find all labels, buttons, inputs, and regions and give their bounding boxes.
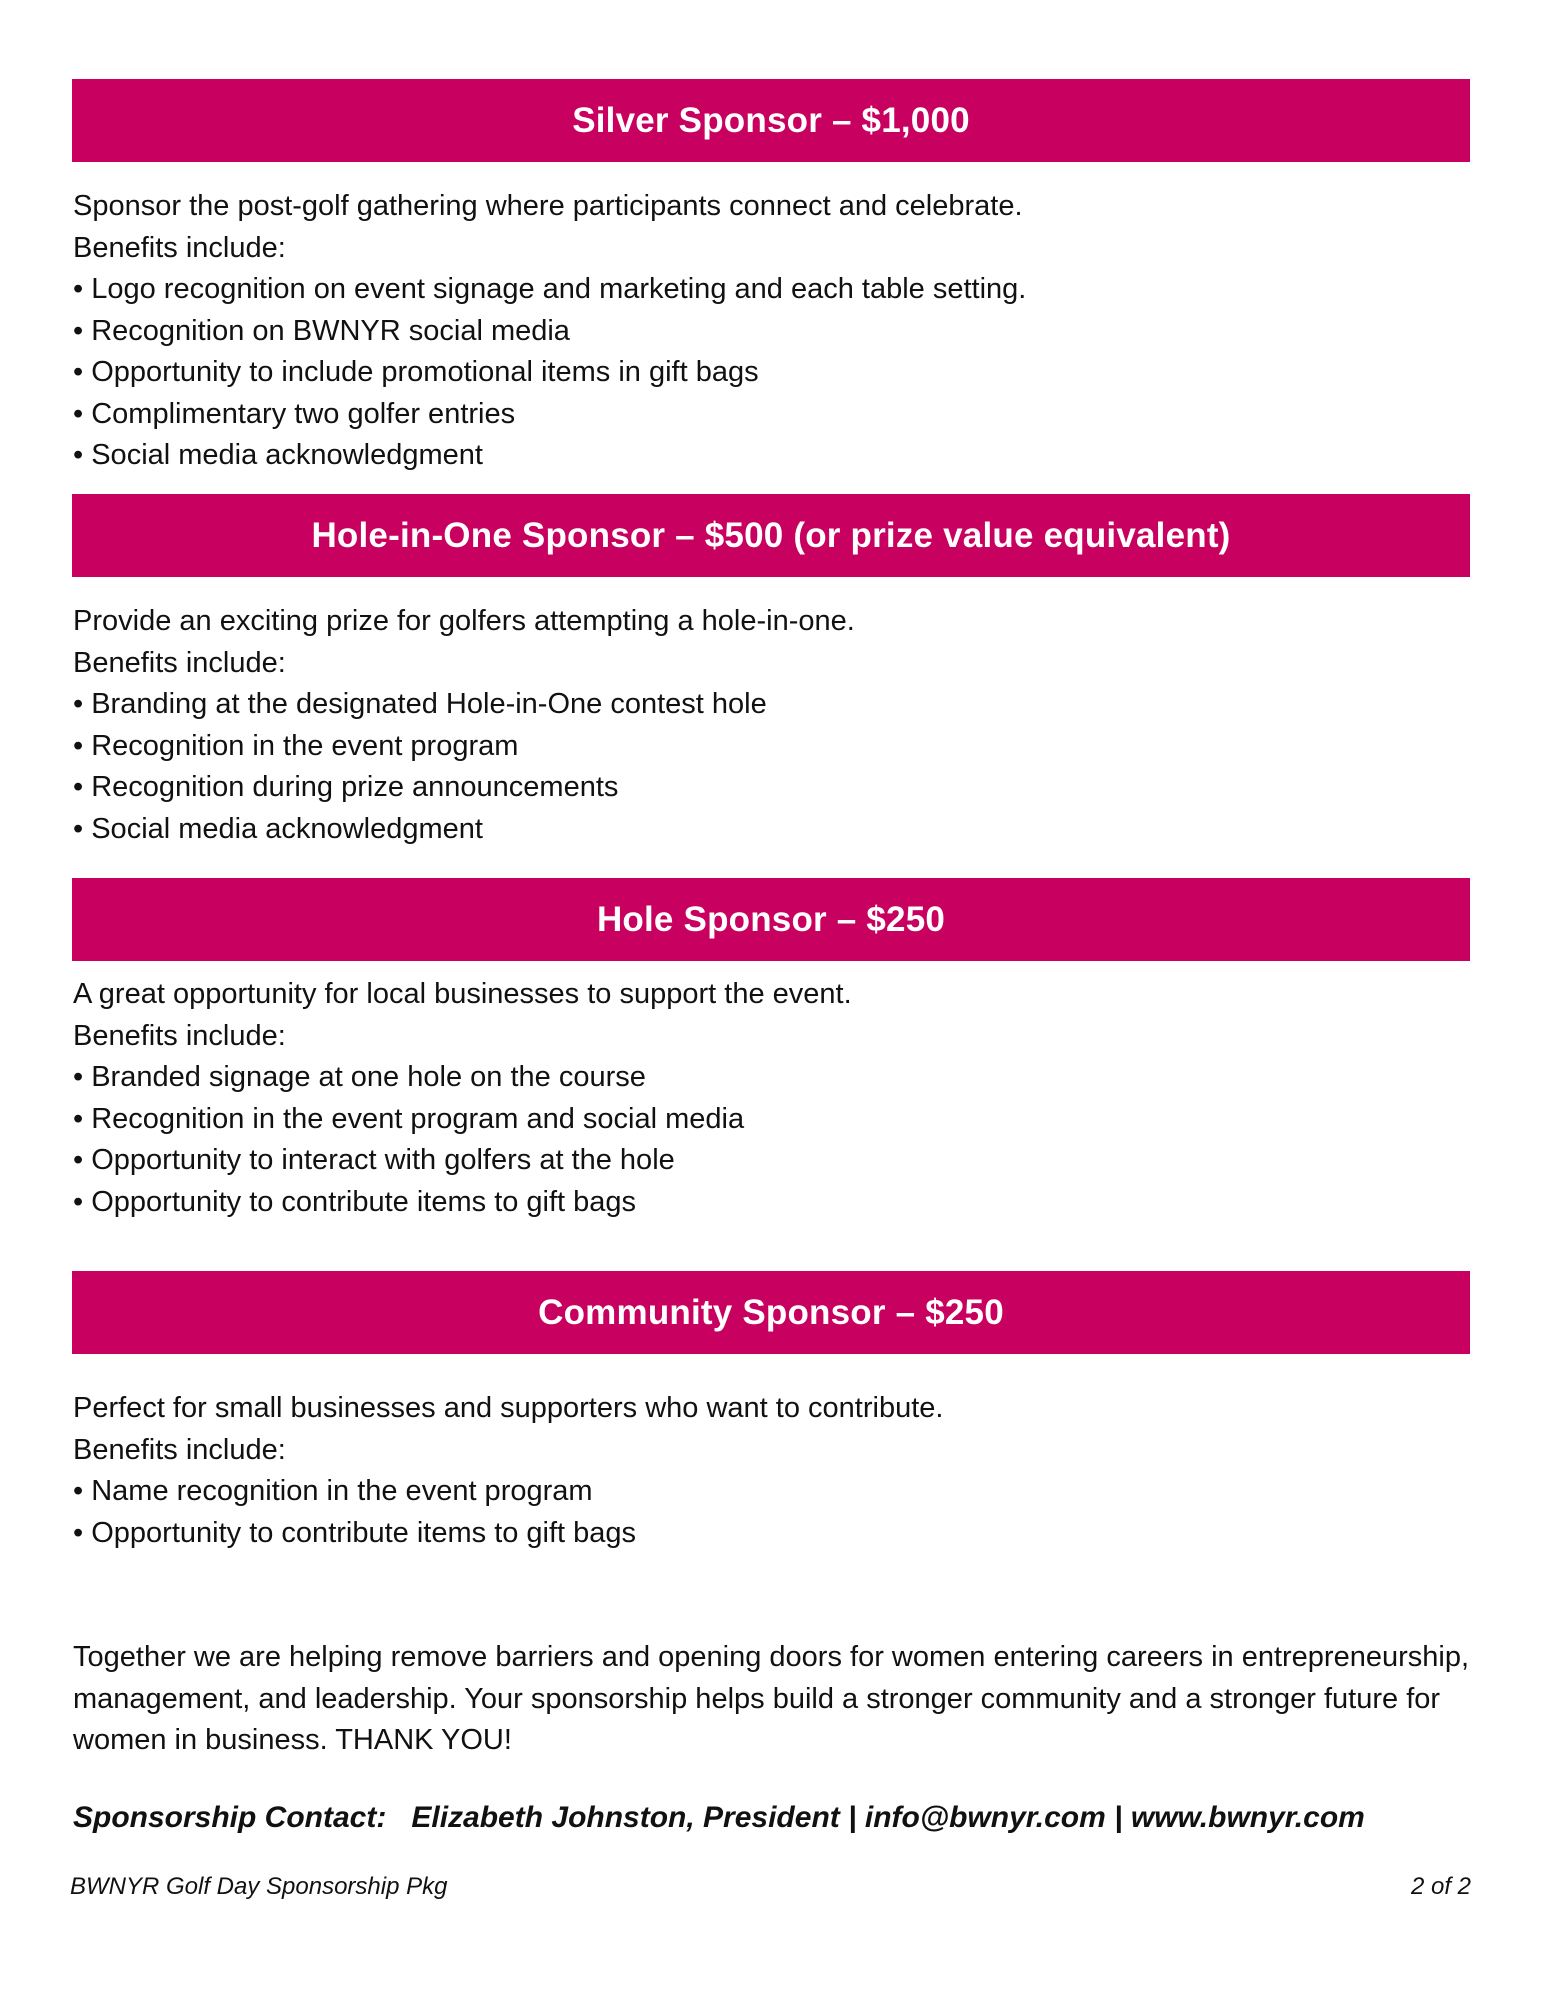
benefits-label: Benefits include: — [73, 1433, 286, 1466]
benefit-item: • Recognition on BWNYR social media — [73, 311, 1473, 353]
section-header-hole — [72, 878, 1470, 961]
section-title: Community Sponsor – $250 — [538, 1292, 1004, 1332]
benefits-label: Benefits include: — [73, 231, 286, 264]
section-title: Hole Sponsor – $250 — [596, 899, 946, 939]
section-description: Sponsor the post-golf gathering where participants connect and celebrate. — [73, 190, 1023, 222]
section-description: Perfect for small businesses and supporters who want to contribute. — [73, 1392, 944, 1424]
contact-label: Sponsorship Contact: — [73, 1801, 387, 1834]
section-body-community — [73, 1388, 1473, 1554]
benefit-item: • Recognition in the event program and social media — [73, 1099, 1473, 1141]
section-header-silver — [72, 79, 1470, 162]
benefit-item: • Opportunity to contribute items to gift bags — [73, 1513, 1473, 1555]
section-header-community — [72, 1271, 1470, 1354]
footer-document-title: BWNYR Golf Day Sponsorship Pkg — [70, 1873, 448, 1900]
contact-email[interactable]: info@bwnyr.com — [864, 1801, 1106, 1834]
benefit-item: • Opportunity to contribute items to gift bags — [73, 1182, 1473, 1224]
benefit-item: • Opportunity to include promotional items in gift bags — [73, 352, 1473, 394]
section-title: Hole-in-One Sponsor – $500 (or prize value equivalent) — [311, 515, 1231, 555]
footer-page-number: 2 of 2 — [1410, 1873, 1471, 1900]
benefit-item: • Social media acknowledgment — [73, 435, 1473, 477]
benefit-item: • Recognition during prize announcements — [73, 767, 1473, 809]
contact-name: Elizabeth Johnston, President — [411, 1801, 840, 1834]
section-body-silver — [73, 186, 1473, 477]
benefit-item: • Recognition in the event program — [73, 726, 1473, 768]
benefit-item: • Branded signage at one hole on the course — [73, 1057, 1473, 1099]
benefits-list — [73, 269, 1473, 477]
benefits-label: Benefits include: — [73, 1019, 286, 1052]
closing-paragraph: Together we are helping remove barriers and opening doors for women entering careers in entrepreneurship, management, and leadership. Your sponsorship helps build a stronger community and a stronger future for women in business. THANK YOU! — [73, 1641, 1470, 1756]
benefit-item: • Name recognition in the event program — [73, 1471, 1473, 1513]
benefit-item: • Logo recognition on event signage and marketing and each table setting. — [73, 269, 1473, 311]
contact-website[interactable]: www.bwnyr.com — [1130, 1801, 1365, 1834]
contact-separator: | — [848, 1801, 857, 1834]
benefit-item: • Social media acknowledgment — [73, 809, 1473, 851]
section-body-hole-in-one — [73, 601, 1473, 850]
benefit-item: • Complimentary two golfer entries — [73, 394, 1473, 436]
benefits-label: Benefits include: — [73, 646, 286, 679]
section-description: Provide an exciting prize for golfers attempting a hole-in-one. — [73, 605, 855, 637]
section-title: Silver Sponsor – $1,000 — [572, 100, 970, 140]
benefit-item: • Branding at the designated Hole-in-One contest hole — [73, 684, 1473, 726]
benefits-list — [73, 684, 1473, 850]
sponsorship-contact — [73, 1801, 1483, 1835]
benefit-item: • Opportunity to interact with golfers at the hole — [73, 1140, 1473, 1182]
section-header-hole-in-one — [72, 494, 1470, 577]
contact-separator: | — [1114, 1801, 1123, 1834]
section-description: A great opportunity for local businesses to support the event. — [73, 978, 852, 1010]
benefits-list — [73, 1057, 1473, 1223]
section-body-hole — [73, 974, 1473, 1223]
benefits-list — [73, 1471, 1473, 1554]
